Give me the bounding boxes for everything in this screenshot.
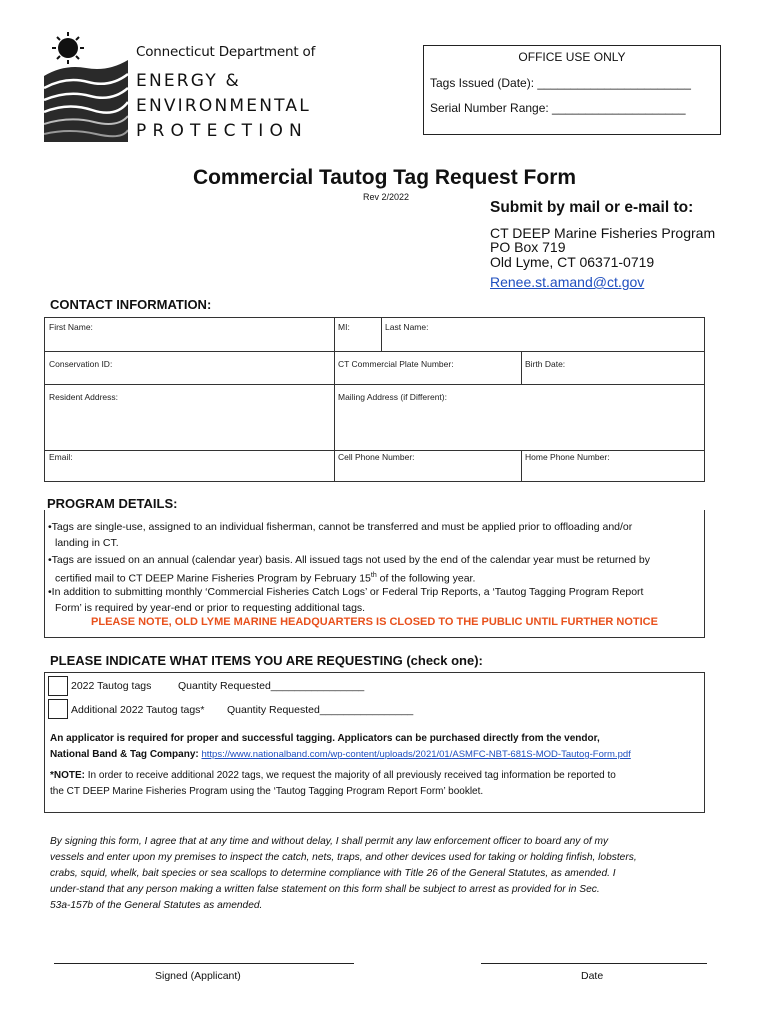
agency-line-3: ENVIRONMENTAL bbox=[136, 96, 311, 116]
program-bullet-1b: landing in CT. bbox=[55, 537, 119, 549]
date-line[interactable] bbox=[481, 963, 707, 964]
home-phone-field[interactable]: Home Phone Number: bbox=[525, 452, 610, 462]
address-line-3: Old Lyme, CT 06371-0719 bbox=[490, 254, 655, 270]
additional-note-line1: *NOTE: In order to receive additional 2022 tags, we request the majority of all previously received tag information be reported to bbox=[50, 770, 616, 781]
additional-note-line2: the CT DEEP Marine Fisheries Program using the ‘Tautog Tagging Program Report Form’ booklet. bbox=[50, 786, 484, 797]
tags-quantity-field[interactable]: Quantity Requested________________ bbox=[178, 680, 365, 692]
submit-email-link[interactable]: Renee.st.amand@ct.gov bbox=[490, 274, 645, 290]
first-name-field[interactable]: First Name: bbox=[49, 322, 93, 332]
email-field[interactable]: Email: bbox=[49, 452, 73, 462]
submit-heading: Submit by mail or e-mail to: bbox=[490, 199, 694, 216]
mailing-address-field[interactable]: Mailing Address (if Different): bbox=[338, 392, 447, 402]
deep-logo-icon bbox=[44, 30, 128, 142]
agency-name bbox=[136, 44, 315, 144]
closure-notice: PLEASE NOTE, OLD LYME MARINE HEADQUARTERS IS CLOSED TO THE PUBLIC UNTIL FURTHER NOTICE bbox=[91, 616, 658, 628]
applicator-note-line1: An applicator is required for proper and successful tagging. Applicators can be purchased directly from the vendor, bbox=[50, 733, 600, 744]
cell-phone-field[interactable]: Cell Phone Number: bbox=[338, 452, 415, 462]
plate-number-field[interactable]: CT Commercial Plate Number: bbox=[338, 359, 454, 369]
applicator-note-line2: National Band & Tag Company: https://www.nationalband.com/wp-content/uploads/2021/01/ASMFC-NBT-681S-MOD-Tautog-Form.pdf bbox=[50, 749, 631, 760]
program-bullet-3a: •In addition to submitting monthly ‘Commercial Fisheries Catch Logs’ or Federal Trip Reports, a ‘Tautog Tagging Program Report bbox=[48, 586, 644, 598]
date-label: Date bbox=[581, 970, 604, 982]
form-title: Commercial Tautog Tag Request Form bbox=[192, 166, 577, 189]
legal-statement: By signing this form, I agree that at any time and without delay, I shall permit any law enforcement officer to board any of my vessels and enter upon my premises to inspect the catch, nets, traps, and other devices used for taking or holding finfish, lobsters, crabs, squid, whelk, bait species or sea scallops to determine compliance with Title 26 of the General Statutes, as amended. I under-stand that any person making a written false statement on this form shall be subject to arrest as provided for in Sec. 53a-157b of the General Statutes as amended. bbox=[50, 836, 637, 911]
program-bullet-3b: Form’ is required by year-end or prior to requesting additional tags. bbox=[55, 602, 366, 614]
tags-option-label: 2022 Tautog tags bbox=[71, 680, 152, 692]
vendor-link[interactable]: https://www.nationalband.com/wp-content/uploads/2021/01/ASMFC-NBT-681S-MOD-Tautog-Form.pdf bbox=[201, 749, 631, 760]
agency-line-1: Connecticut Department of bbox=[136, 44, 316, 60]
birth-date-field[interactable]: Birth Date: bbox=[525, 359, 566, 369]
office-use-box bbox=[423, 45, 721, 135]
signature-label: Signed (Applicant) bbox=[155, 970, 241, 982]
additional-quantity-field[interactable]: Quantity Requested________________ bbox=[227, 704, 414, 716]
address-line-1: CT DEEP Marine Fisheries Program bbox=[490, 225, 716, 241]
additional-tags-label: Additional 2022 Tautog tags* bbox=[71, 704, 205, 716]
serial-range-field[interactable]: Serial Number Range: ____________________ bbox=[430, 101, 686, 115]
tags-checkbox[interactable] bbox=[48, 676, 68, 696]
revision-label: Rev 2/2022 bbox=[363, 192, 410, 202]
agency-line-4: PROTECTION bbox=[136, 121, 308, 141]
program-bullet-2a: •Tags are issued on an annual (calendar year) basis. All issued tags not used by the end of the calendar year must be returned by bbox=[48, 554, 650, 566]
request-heading: PLEASE INDICATE WHAT ITEMS YOU ARE REQUESTING (check one): bbox=[50, 653, 483, 668]
address-line-2: PO Box 719 bbox=[490, 239, 566, 255]
additional-tags-checkbox[interactable] bbox=[48, 699, 68, 719]
signature-line[interactable] bbox=[54, 963, 354, 964]
tags-issued-field[interactable]: Tags Issued (Date): _______________________ bbox=[430, 76, 691, 90]
last-name-field[interactable]: Last Name: bbox=[385, 322, 429, 332]
middle-initial-field[interactable]: MI: bbox=[338, 322, 350, 332]
conservation-id-field[interactable]: Conservation ID: bbox=[49, 359, 113, 369]
contact-table bbox=[44, 317, 705, 482]
program-bullet-1a: •Tags are single-use, assigned to an individual fisherman, cannot be transferred and must be applied prior to offloading and/or bbox=[48, 521, 633, 533]
contact-heading: CONTACT INFORMATION: bbox=[50, 297, 212, 312]
office-use-title: OFFICE USE ONLY bbox=[518, 50, 626, 64]
program-bullet-2b: certified mail to CT DEEP Marine Fisheries Program by February 15th of the following year. bbox=[55, 572, 476, 585]
agency-line-2: ENERGY & bbox=[136, 71, 241, 91]
program-heading: PROGRAM DETAILS: bbox=[47, 496, 178, 511]
resident-address-field[interactable]: Resident Address: bbox=[49, 392, 118, 402]
